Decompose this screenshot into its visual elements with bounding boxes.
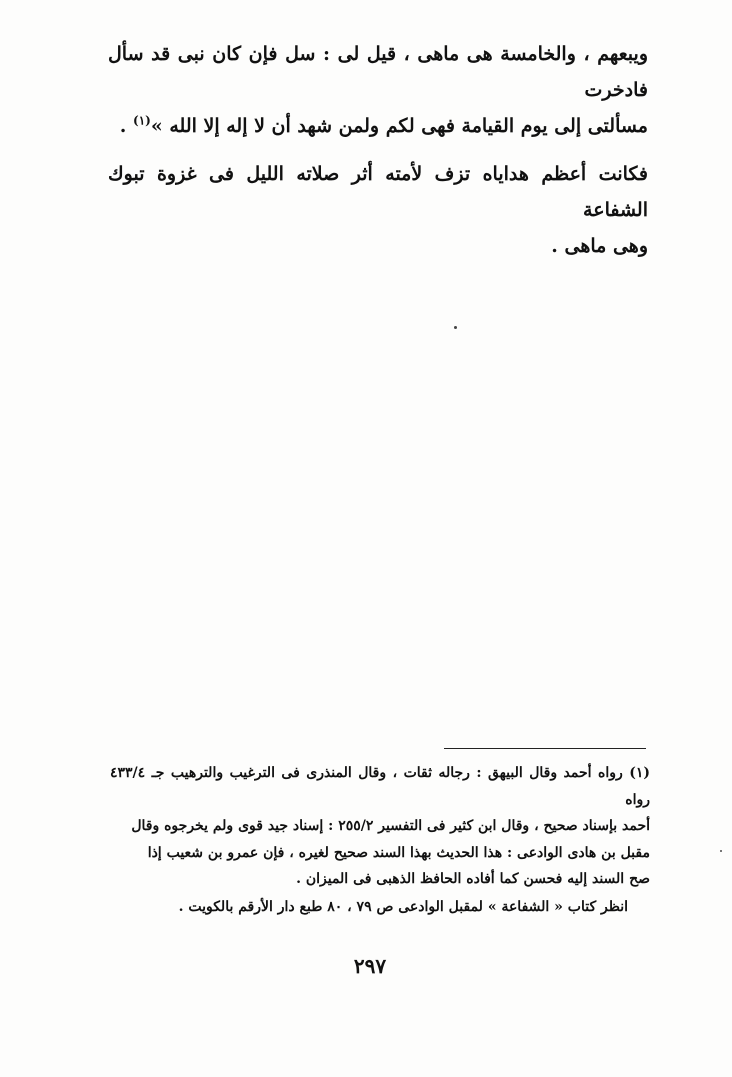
paragraph-2 xyxy=(108,156,648,264)
footnote-marker: (١) xyxy=(133,113,151,128)
paragraph-2-line-2: وهى ماهى . xyxy=(551,235,648,257)
footnotes-section xyxy=(110,760,650,920)
paragraph-1-end: . xyxy=(119,115,134,137)
footnote-line-1: (١) رواه أحمد وقال البيهق : رجاله ثقات ، وقال المنذرى فى الترغيب والترهيب جـ ٤٣٣/٤ رواه xyxy=(110,765,650,808)
main-body-text xyxy=(108,36,648,264)
paragraph-1 xyxy=(108,36,648,144)
paragraph-1-line-1: ويبعهم ، والخامسة هى ماهى ، قيل لى : سل فإن كان نبى قد سأل فادخرت xyxy=(108,43,648,101)
footnote-reference: انظر كتاب « الشفاعة » لمقبل الوادعى ص ٧٩ ، ٨٠ طبع دار الأرقم بالكويت . xyxy=(178,898,628,915)
footnote-line-3: مقبل بن هادى الوادعى : هذا الحديث بهذا السند صحيح لغيره ، فإن عمرو بن شعيب إذا xyxy=(147,844,650,861)
edge-mark xyxy=(720,850,722,852)
paragraph-1-line-2: مسألتى إلى يوم القيامة فهى لكم ولمن شهد أن لا إله إلا الله » xyxy=(150,115,648,137)
paragraph-2-line-1: فكانت أعظم هداياه تزف لأمته أثر صلاته الليل فى غزوة تبوك الشفاعة xyxy=(108,163,648,221)
footnote-separator xyxy=(444,748,646,749)
footnote-line-4: صح السند إليه فحسن كما أفاده الحافظ الذهبى فى الميزان . xyxy=(296,871,650,887)
ink-speck xyxy=(454,326,457,329)
page-number: ٢٩٧ xyxy=(353,954,387,978)
footnote-line-2: أحمد بإسناد صحيح ، وقال ابن كثير فى التفسير ٢٥٥/٢ : إسناد جيد قوى ولم يخرجوه وقال xyxy=(131,818,650,834)
